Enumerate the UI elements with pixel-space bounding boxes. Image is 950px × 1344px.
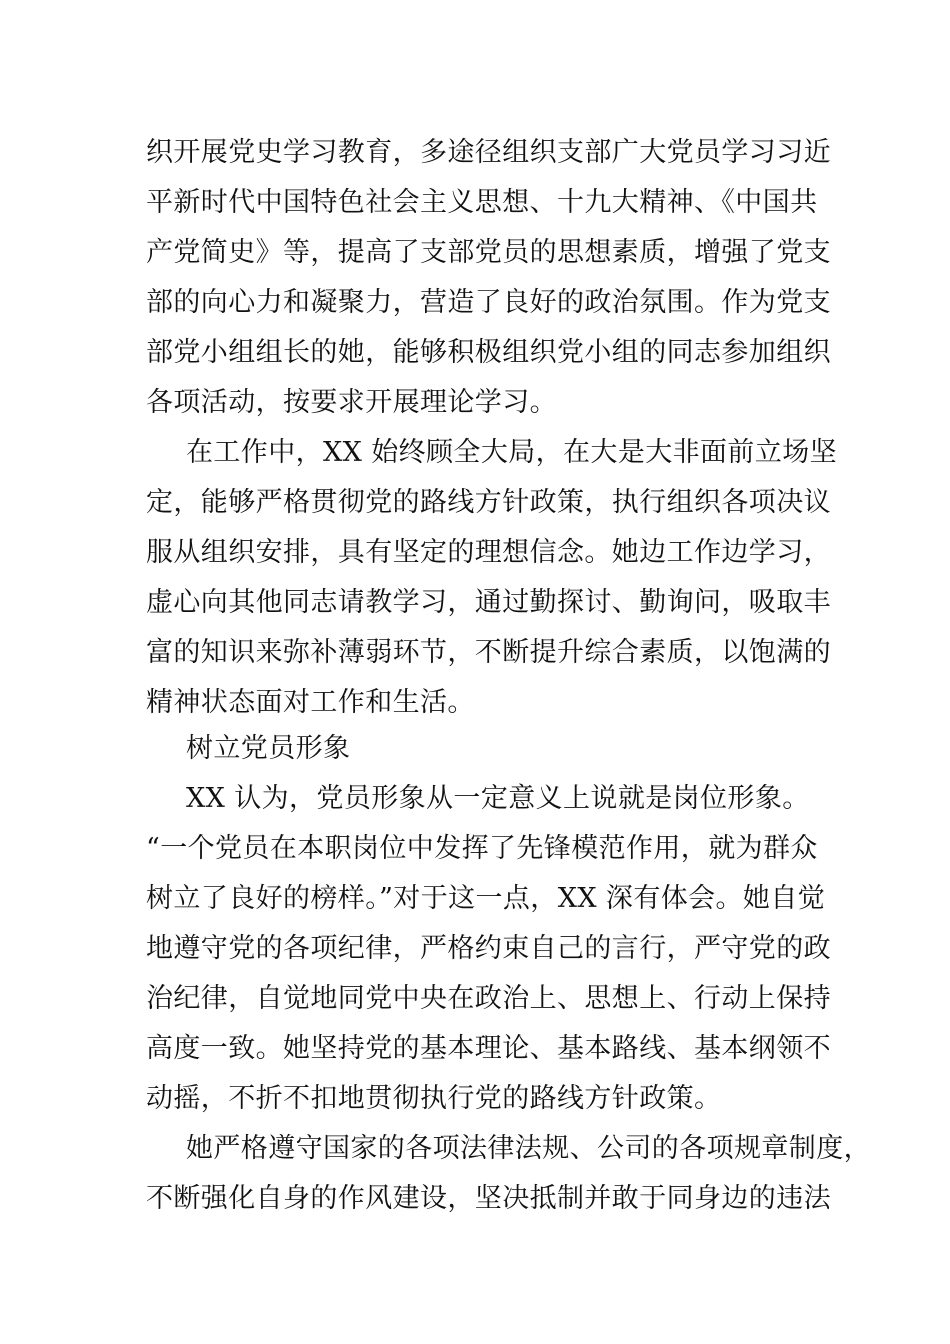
text-line: 不断强化自身的作风建设，坚决抵制并敢于同身边的违法 [146, 1183, 831, 1214]
text-line: 各项活动，按要求开展理论学习。 [146, 387, 557, 418]
text-line: “一个党员在本职岗位中发挥了先锋模范作用，就为群众 [146, 833, 818, 864]
text-line: 虚心向其他同志请教学习，通过勤探讨、勤询问，吸取丰 [146, 587, 831, 618]
text-line: 树立了良好的榜样。”对于这一点，XX 深有体会。她自觉 [146, 883, 826, 914]
text-line: 部的向心力和凝聚力，营造了良好的政治氛围。作为党支 [146, 287, 831, 318]
text-line: 织开展党史学习教育，多途径组织支部广大党员学习习近 [146, 137, 831, 168]
text-line: 高度一致。她坚持党的基本理论、基本路线、基本纲领不 [146, 1033, 831, 1064]
paragraph-first-line: 在工作中，XX 始终顾全大局，在大是大非面前立场坚 [186, 437, 838, 468]
section-heading: 树立党员形象 [186, 733, 351, 764]
text-line: 服从组织安排，具有坚定的理想信念。她边工作边学习， [146, 537, 831, 568]
text-line: 定，能够严格贯彻党的路线方针政策，执行组织各项决议 [146, 487, 831, 518]
text-line: 地遵守党的各项纪律，严格约束自己的言行，严守党的政 [146, 933, 831, 964]
text-line: 部党小组组长的她，能够积极组织党小组的同志参加组织 [146, 337, 831, 368]
text-line: 动摇，不折不扣地贯彻执行党的路线方针政策。 [146, 1083, 722, 1114]
text-line: 平新时代中国特色社会主义思想、十九大精神、《中国共 [146, 187, 818, 218]
text-line: 治纪律，自觉地同党中央在政治上、思想上、行动上保持 [146, 983, 831, 1014]
paragraph-first-line: 她严格遵守国家的各项法律法规、公司的各项规章制度， [186, 1133, 871, 1164]
text-line: 富的知识来弥补薄弱环节，不断提升综合素质，以饱满的 [146, 637, 831, 668]
paragraph-first-line: XX 认为，党员形象从一定意义上说就是岗位形象。 [186, 783, 810, 814]
text-line: 精神状态面对工作和生活。 [146, 687, 475, 718]
text-line: 产党简史》等，提高了支部党员的思想素质，增强了党支 [146, 237, 831, 268]
